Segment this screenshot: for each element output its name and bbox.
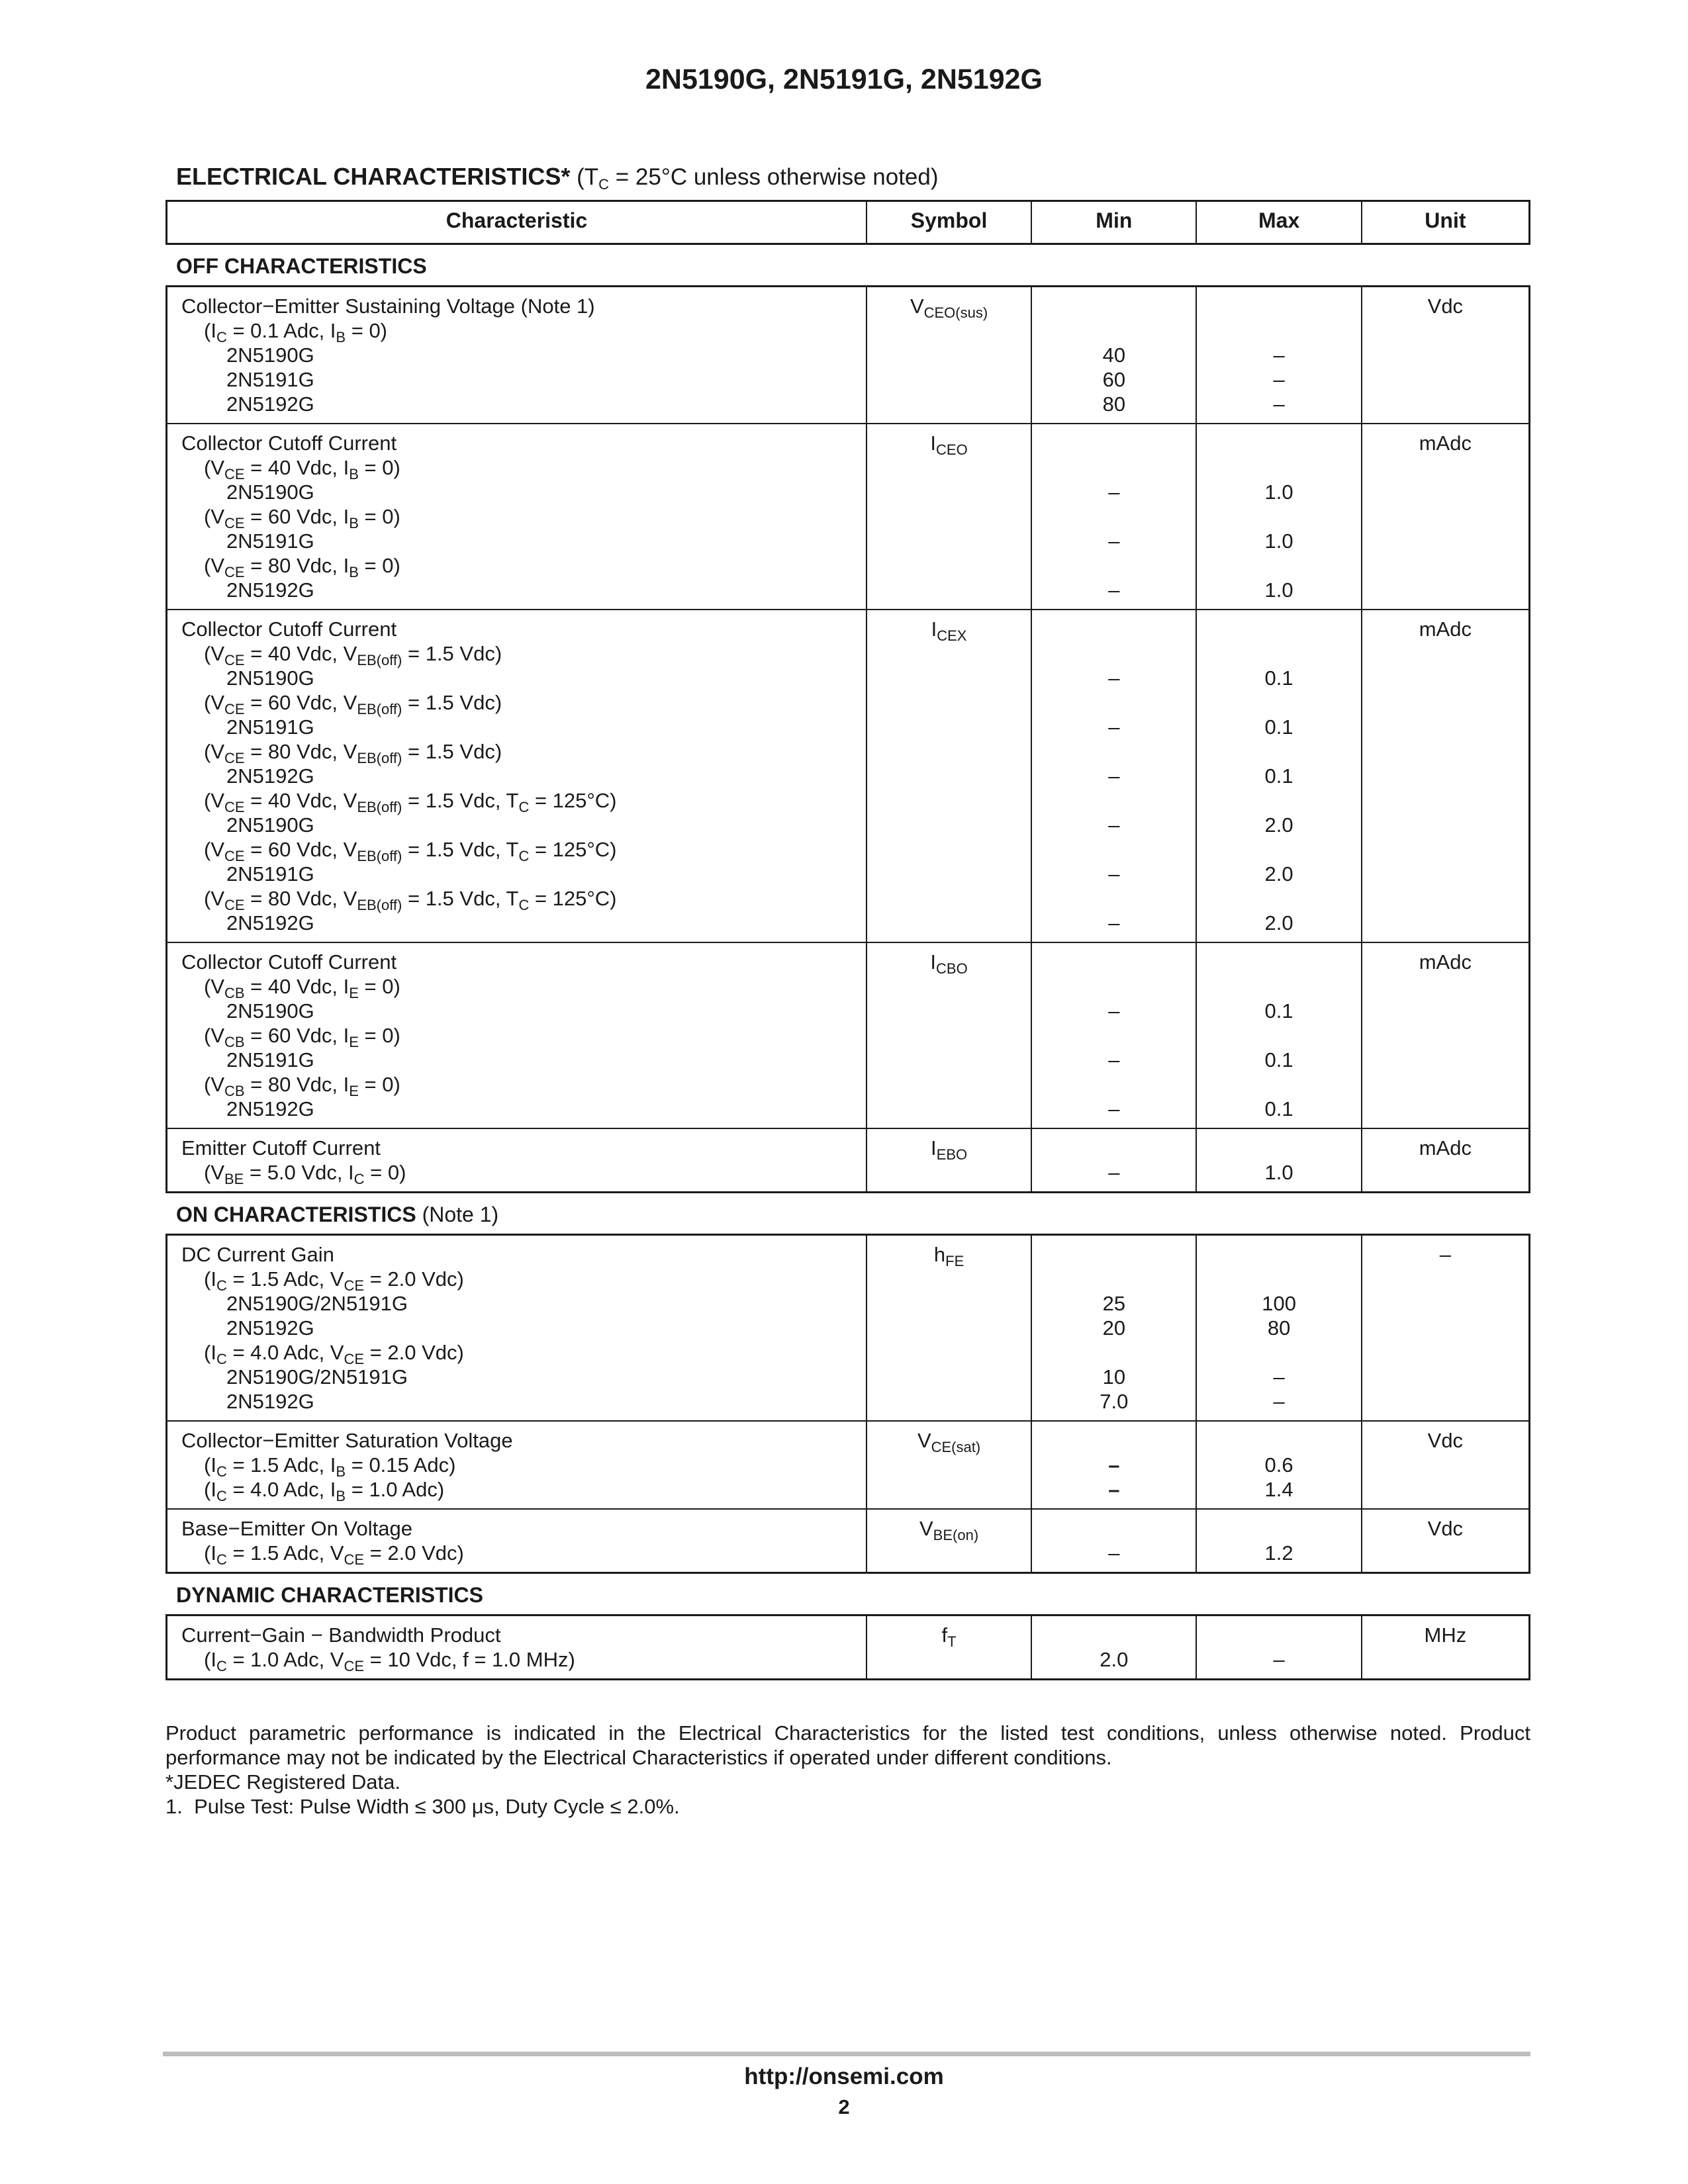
jedec-note: *JEDEC Registered Data. (165, 1770, 400, 1794)
param-title: Collector−Emitter Sustaining Voltage (Note 1) (181, 295, 595, 318)
table-row (167, 1420, 1528, 1508)
max-value: 0.6 (1264, 1453, 1293, 1477)
part-number: 2N5192G (226, 1390, 314, 1413)
footnotes (165, 1721, 1530, 1819)
pulse-test-note: 1. Pulse Test: Pulse Width ≤ 300 μs, Duty Cycle ≤ 2.0%. (165, 1795, 680, 1818)
min-value: – (1108, 813, 1120, 837)
part-number: 2N5192G (226, 392, 314, 416)
category-dynamic: DYNAMIC CHARACTERISTICS (176, 1583, 483, 1607)
table-row (167, 1128, 1528, 1191)
min-value: 10 (1102, 1365, 1126, 1388)
max-value: 2.0 (1264, 813, 1293, 837)
max-value: 0.1 (1264, 764, 1293, 788)
max-value: 1.0 (1264, 529, 1293, 553)
max-value: 1.0 (1264, 1161, 1293, 1184)
unit: MHz (1424, 1623, 1467, 1647)
min-value: – (1108, 764, 1120, 788)
header-min: Min (1031, 202, 1196, 243)
param-condition: ($V_{CE} = 40$ Vdc, $V_{EB(off)} = 1.5$ Vdc, $T_C = 125^\circ C$) (204, 789, 617, 815)
max-value: – (1273, 368, 1285, 391)
param-title: DC Current Gain (181, 1243, 334, 1266)
part-number: 2N5192G (226, 578, 314, 602)
part-number: 2N5192G (226, 1097, 314, 1120)
header-characteristic: Characteristic (445, 208, 588, 232)
param-condition: ($I_C = 1.5$ Adc, $V_{CE} = 2.0$ Vdc) (204, 1267, 464, 1294)
category-off: OFF CHARACTERISTICS (176, 254, 427, 278)
param-condition: ($V_{CB} = 40$ Vdc, $I_E = 0$) (204, 975, 400, 1001)
unit: mAdc (1419, 432, 1472, 455)
param-condition: ($V_{CE} = 40$ Vdc, $I_B = 0$) (204, 456, 400, 482)
param-symbol: $I_{CBO}$ (930, 950, 968, 977)
part-number: 2N5192G (226, 764, 314, 788)
min-value: 60 (1102, 368, 1126, 391)
section-title (176, 163, 939, 191)
min-value: – (1108, 1541, 1120, 1565)
section-conditions: ($T_C = 25^\circ C$ unless otherwise noted) (577, 164, 939, 193)
header-max: Max (1196, 202, 1360, 243)
min-value: 40 (1102, 343, 1126, 367)
param-condition: ($V_{CE} = 80$ Vdc, $I_B = 0$) (204, 554, 400, 580)
unit: Vdc (1427, 1429, 1464, 1452)
group-on (165, 1234, 1530, 1574)
param-symbol: $V_{CEO(sus)}$ (910, 295, 988, 321)
min-value: – (1108, 1048, 1120, 1071)
min-value: – (1108, 999, 1120, 1023)
performance-note: Product parametric performance is indicated in the Electrical Characteristics for the listed test conditions, unless otherwise noted. Product performance may not be indicated by the Electrical Characteristics if operated under different conditions. (165, 1721, 1530, 1769)
param-condition: ($I_C = 1.5$ Adc, $I_B = 0.15$ Adc) (204, 1453, 456, 1480)
min-value: 7.0 (1100, 1390, 1129, 1413)
unit: Vdc (1427, 1517, 1464, 1540)
part-number: 2N5190G (226, 813, 314, 837)
max-value: – (1273, 343, 1285, 367)
param-condition: ($V_{CE} = 60$ Vdc, $V_{EB(off)} = 1.5$ Vdc) (204, 691, 502, 717)
min-value: – (1108, 529, 1120, 553)
part-number: 2N5191G (226, 715, 314, 739)
max-value: 0.1 (1264, 666, 1293, 690)
param-symbol: $V_{CE(sat)}$ (917, 1429, 981, 1455)
max-value: 0.1 (1264, 715, 1293, 739)
param-symbol: $I_{CEX}$ (931, 617, 967, 644)
min-value: – (1108, 1161, 1120, 1184)
param-condition: ($V_{CE} = 60$ Vdc, $I_B = 0$) (204, 505, 400, 531)
electrical-characteristics-table (165, 200, 1530, 1680)
min-value: – (1108, 1453, 1120, 1477)
unit: Vdc (1427, 295, 1464, 318)
max-value: 1.0 (1264, 480, 1293, 504)
group-off (165, 285, 1530, 1193)
max-value: – (1273, 1648, 1285, 1671)
max-value: 80 (1267, 1316, 1291, 1340)
min-value: – (1108, 911, 1120, 934)
param-title: Collector Cutoff Current (181, 950, 397, 974)
min-value: – (1108, 715, 1120, 739)
param-title: Base−Emitter On Voltage (181, 1517, 412, 1540)
part-number: 2N5190G (226, 999, 314, 1023)
part-number: 2N5192G (226, 1316, 314, 1340)
section-title-main: ELECTRICAL CHARACTERISTICS* (176, 163, 571, 190)
param-condition: ($I_C = 0.1$ Adc, $I_B = 0$) (204, 319, 388, 345)
max-value: – (1273, 1390, 1285, 1413)
param-symbol: $I_{CEO}$ (930, 432, 968, 458)
table-row (167, 1616, 1528, 1678)
table-row (167, 1236, 1528, 1420)
min-value: – (1108, 480, 1120, 504)
param-condition: ($V_{CE} = 40$ Vdc, $V_{EB(off)} = 1.5$ Vdc) (204, 642, 502, 668)
param-symbol: $I_{EBO}$ (931, 1136, 968, 1163)
footer-url-link[interactable]: http://onsemi.com (744, 2064, 944, 2089)
max-value: 1.4 (1264, 1478, 1293, 1501)
max-value: 2.0 (1264, 862, 1293, 886)
param-condition: ($V_{CB} = 60$ Vdc, $I_E = 0$) (204, 1024, 400, 1050)
max-value: – (1273, 1365, 1285, 1388)
min-value: 80 (1102, 392, 1126, 416)
category-on: ON CHARACTERISTICS (Note 1) (176, 1203, 499, 1226)
max-value: 100 (1262, 1292, 1296, 1315)
min-value: – (1108, 1097, 1120, 1120)
param-condition: ($V_{CE} = 80$ Vdc, $V_{EB(off)} = 1.5$ Vdc) (204, 740, 502, 766)
table-header (165, 200, 1530, 245)
page-number: 2 (838, 2095, 850, 2118)
header-unit: Unit (1361, 202, 1528, 243)
min-value: – (1108, 578, 1120, 602)
param-condition: ($I_C = 4.0$ Adc, $V_{CE} = 2.0$ Vdc) (204, 1341, 464, 1367)
unit: mAdc (1419, 1136, 1472, 1160)
param-symbol: $h_{FE}$ (933, 1243, 964, 1269)
min-value: – (1108, 1478, 1120, 1501)
unit: – (1439, 1243, 1451, 1266)
part-number: 2N5190G (226, 343, 314, 367)
param-title: Collector Cutoff Current (181, 617, 397, 641)
param-condition: ($V_{CE} = 80$ Vdc, $V_{EB(off)} = 1.5$ Vdc, $T_C = 125^\circ C$) (204, 887, 617, 913)
param-title: Collector−Emitter Saturation Voltage (181, 1429, 513, 1452)
min-value: – (1108, 862, 1120, 886)
max-value: 1.2 (1264, 1541, 1293, 1565)
table-row (167, 423, 1528, 609)
part-number: 2N5192G (226, 911, 314, 934)
min-value: – (1108, 666, 1120, 690)
param-symbol: $V_{BE(on)}$ (919, 1517, 979, 1543)
param-condition: ($I_C = 4.0$ Adc, $I_B = 1.0$ Adc) (204, 1478, 445, 1504)
min-value: 2.0 (1100, 1648, 1129, 1671)
unit: mAdc (1419, 950, 1472, 974)
unit: mAdc (1419, 617, 1472, 641)
max-value: 0.1 (1264, 999, 1293, 1023)
param-condition: ($V_{CB} = 80$ Vdc, $I_E = 0$) (204, 1073, 400, 1099)
min-value: 25 (1102, 1292, 1126, 1315)
max-value: 1.0 (1264, 578, 1293, 602)
max-value: – (1273, 392, 1285, 416)
param-condition: ($V_{CE} = 60$ Vdc, $V_{EB(off)} = 1.5$ Vdc, $T_C = 125^\circ C$) (204, 838, 617, 864)
part-number: 2N5190G (226, 666, 314, 690)
page-title: 2N5190G, 2N5191G, 2N5192G (645, 64, 1043, 95)
param-title: Collector Cutoff Current (181, 432, 397, 455)
part-number: 2N5191G (226, 529, 314, 553)
max-value: 2.0 (1264, 911, 1293, 934)
footer-divider (163, 2052, 1530, 2056)
param-title: Emitter Cutoff Current (181, 1136, 381, 1160)
max-value: 0.1 (1264, 1097, 1293, 1120)
part-number: 2N5191G (226, 862, 314, 886)
table-row (167, 609, 1528, 942)
param-condition: ($V_{BE} = 5.0$ Vdc, $I_C = 0$) (204, 1161, 406, 1187)
table-row (167, 287, 1528, 423)
part-number: 2N5190G/2N5191G (226, 1292, 408, 1315)
table-row (167, 942, 1528, 1128)
param-condition: ($I_C = 1.0$ Adc, $V_{CE} = 10$ Vdc, f = 1.0 MHz) (204, 1648, 575, 1674)
part-number: 2N5190G (226, 480, 314, 504)
group-dynamic (165, 1614, 1530, 1680)
part-number: 2N5191G (226, 368, 314, 391)
part-number: 2N5190G/2N5191G (226, 1365, 408, 1388)
max-value: 0.1 (1264, 1048, 1293, 1071)
param-condition: ($I_C = 1.5$ Adc, $V_{CE} = 2.0$ Vdc) (204, 1541, 464, 1568)
table-row (167, 1508, 1528, 1572)
header-symbol: Symbol (866, 202, 1031, 243)
part-number: 2N5191G (226, 1048, 314, 1071)
param-title: Current−Gain − Bandwidth Product (181, 1623, 501, 1647)
param-symbol: $f_T$ (941, 1623, 957, 1650)
min-value: 20 (1102, 1316, 1126, 1340)
